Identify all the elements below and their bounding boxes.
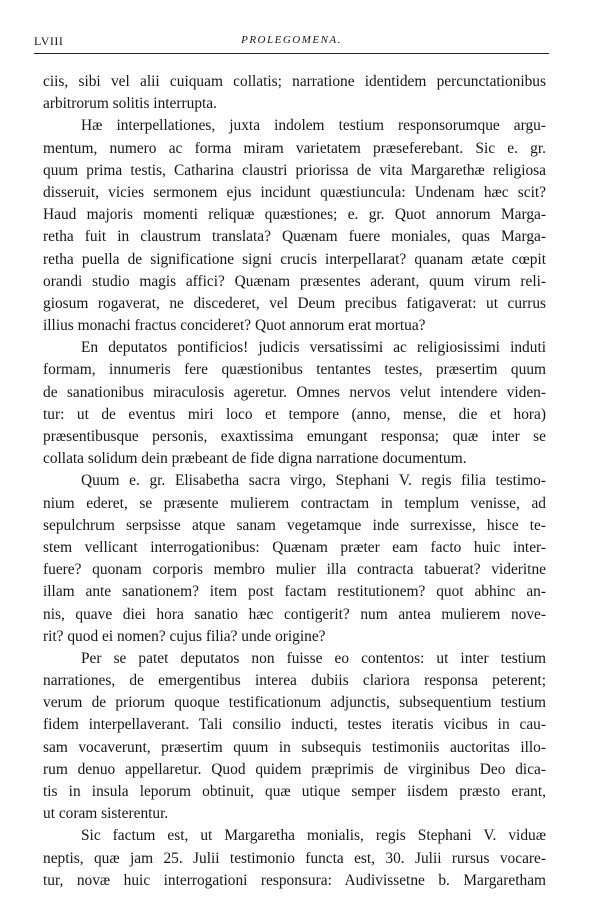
text-line: tis in insula leporum obtinuit, quæ utique semper iisdem præsto erant, <box>43 783 546 800</box>
running-title: PROLEGOMENA. <box>241 34 342 46</box>
text-line: arbitrorum solitis interrupta. <box>43 95 217 113</box>
paragraph <box>43 71 546 115</box>
text-line: Haud majoris momenti reliquæ quæstiones; e. gr. Quot annorum Marga- <box>43 206 546 224</box>
text-line: retha fuit in claustrum translata? Quænam fuere moniales, quas Marga- <box>43 228 546 246</box>
text-line: disseruit, vicies sermonem ejus incidunt quæstiuncula: Undenam hæc scit? <box>43 183 546 201</box>
text-line: Hæ interpellationes, juxta indolem testium responsorumque argu- <box>81 117 546 135</box>
text-line: orandi studio magis affici? Quænam præsentes aderant, quum virum reli- <box>43 272 546 290</box>
body-text <box>43 71 546 892</box>
text-line: Sic factum est, ut Margaretha monialis, regis Stephani V. viduæ <box>81 827 546 845</box>
paragraph <box>43 825 546 892</box>
text-line: fidem interpellaverant. Tali consilio inducti, testes iteratis vicibus in cau- <box>43 716 546 734</box>
text-line: de sanationibus miraculosis ageretur. Omnes nervos velut intendere viden- <box>43 383 546 401</box>
text-line: rum denuo appellaretur. Quod quidem præprimis de virginibus Deo dica- <box>43 760 546 778</box>
text-line: formam, innumeris fere quæstionibus tentantes testes, præsertim quum <box>43 361 546 379</box>
running-head <box>34 34 549 54</box>
text-line: fuere? quonam corporis membro mulier illa contracta tabuerat? videritne <box>43 561 546 579</box>
text-line: stem vellicant interrogationibus: Quænam præter eam facto huic inter- <box>43 538 546 556</box>
paragraph <box>43 337 546 470</box>
text-line: mentum, numero ac forma miram varietatem præseferebant. Sic e. gr. <box>43 139 546 157</box>
text-line: En deputatos pontificios! judicis versatissimi ac religiosissimi induti <box>81 339 546 357</box>
text-line: ut coram sisterentur. <box>43 805 169 823</box>
text-line: quum prima testis, Catharina claustri priorissa de vita Margarethæ religiosa <box>43 161 546 179</box>
text-line: tur, novæ huic interrogationi responsura: Audivissetne b. Margaretham <box>43 871 546 889</box>
text-line: illius monachi fractus concideret? Quot annorum erat mortua? <box>43 317 426 335</box>
text-line: rit? quod ei nomen? cujus filia? unde origine? <box>43 627 326 645</box>
header-rule <box>34 53 549 54</box>
text-line: narrationes, de emergentibus interea dubiis clariora responsa peterent; <box>43 672 546 690</box>
page-number: LVIII <box>34 34 64 48</box>
text-line: Quum e. gr. Elisabetha sacra virgo, Stephani V. regis filia testimo- <box>81 472 546 490</box>
text-line: collata solidum dein præbeant de fide digna narratione documentum. <box>43 450 467 468</box>
text-line: retha puella de significatione signi crucis interpellarat? quanam ætate cœpit <box>43 250 546 268</box>
paragraph <box>43 648 546 826</box>
text-line: nium ederet, se præsente mulierem contractam in templum venisse, ad <box>43 494 546 512</box>
text-line: giosum rogaverat, ne discederet, vel Deum precibus fatigaverat: ut currus <box>43 294 546 312</box>
text-line: Per se patet deputatos non fuisse eo contentos: ut inter testium <box>81 649 546 667</box>
text-line: ciis, sibi vel alii cuiquam collatis; narratione identidem percunctationibus <box>43 73 546 90</box>
paragraph <box>43 470 546 648</box>
paragraph <box>43 115 546 337</box>
text-line: sepulchrum serpsisse atque sanam vegetamque inde surrexisse, hisce te- <box>43 516 546 534</box>
text-line: neptis, quæ jam 25. Julii testimonio functa est, 30. Julii rursus vocare- <box>43 849 546 867</box>
text-line: nis, quave diei hora sanatio hæc contigerit? num antea mulierem nove- <box>43 605 546 623</box>
text-line: tur: ut de eventus miri loco et tempore (anno, mense, die et hora) <box>43 405 546 423</box>
text-line: præsentibusque personis, exaxtissima emungant responsa; quæ inter se <box>43 428 546 445</box>
text-line: verum de priorum quoque testificationum adjunctis, subsequentium testium <box>43 694 546 712</box>
text-line: sam vocaverunt, præsertim quum in subsequis testimoniis auctoritas illo- <box>43 738 546 756</box>
text-line: illam ante sanationem? item post factam restitutionem? quot abhinc an- <box>43 583 546 601</box>
